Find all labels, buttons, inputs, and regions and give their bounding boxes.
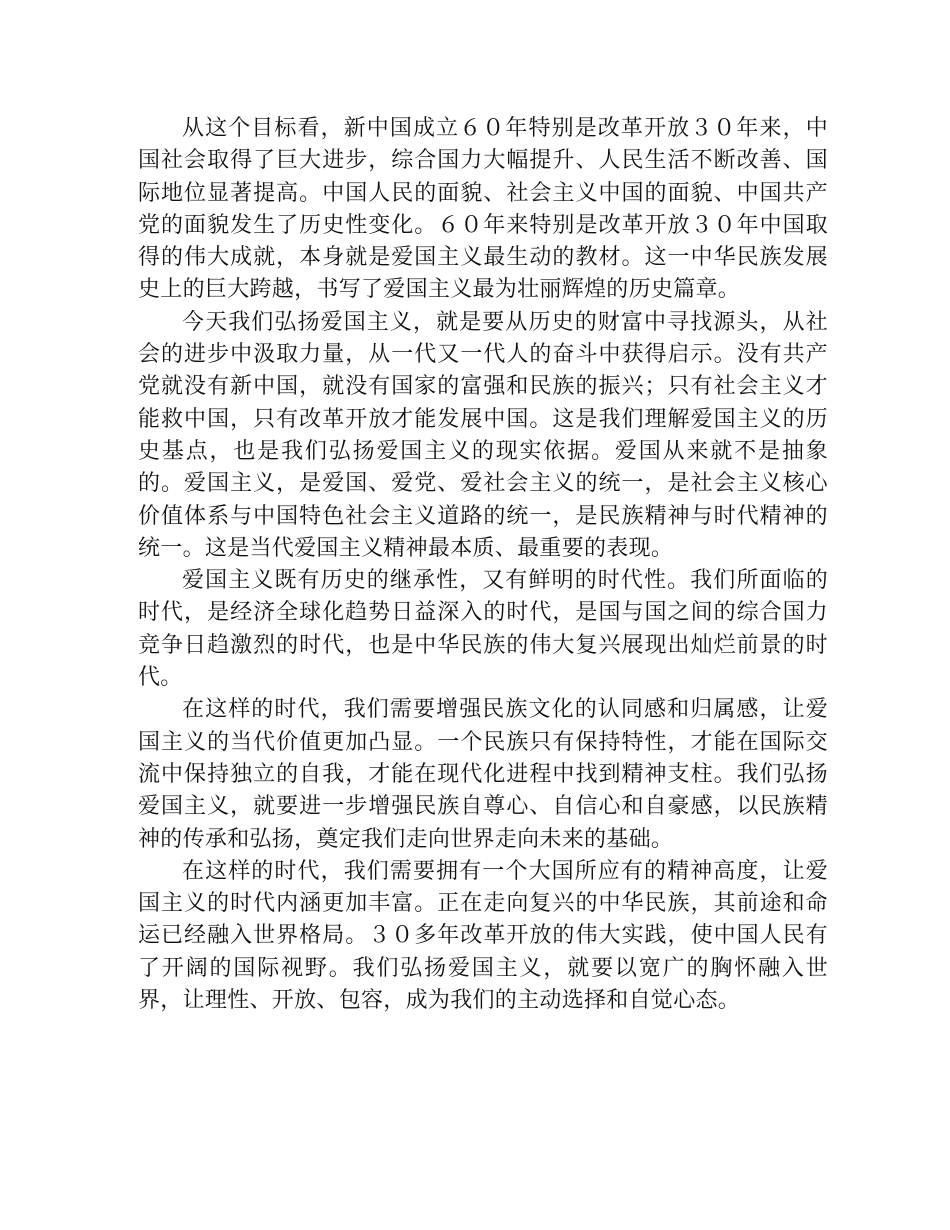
paragraph-5: 在这样的时代，我们需要拥有一个大国所应有的精神高度，让爱国主义的时代内涵更加丰富。正在走向复兴的中华民族，其前途和命运已经融入世界格局。３０多年改革开放的伟大实践，使中国人民有了开阔的国际视野。我们弘扬爱国主义，就要以宽广的胸怀融入世界，让理性、开放、包容，成为我们的主动选择和自觉心态。 [138,858,828,1014]
paragraph-4: 在这样的时代，我们需要增强民族文化的认同感和归属感，让爱国主义的当代价值更加凸显。一个民族只有保持特性，才能在国际交流中保持独立的自我，才能在现代化进程中找到精神支柱。我们弘扬爱国主义，就要进一步增强民族自尊心、自信心和自豪感，以民族精神的传承和弘扬，奠定我们走向世界走向未来的基础。 [138,697,828,852]
paragraph-1: 从这个目标看，新中国成立６０年特别是改革开放３０年来，中国社会取得了巨大进步，综合国力大幅提升、人民生活不断改善、国际地位显著提高。中国人民的面貌、社会主义中国的面貌、中国共产党的面貌发生了历史性变化。６０年来特别是改革开放３０年中国取得的伟大成就，本身就是爱国主义最生动的教材。这一中华民族发展史上的巨大跨越，书写了爱国主义最为壮丽辉煌的历史篇章。 [138,116,828,303]
paragraph-3: 爱国主义既有历史的继承性，又有鲜明的时代性。我们所面临的时代，是经济全球化趋势日益深入的时代，是国与国之间的综合国力竞争日趋激烈的时代，也是中华民族的伟大复兴展现出灿烂前景的时代。 [138,568,828,691]
paragraph-2: 今天我们弘扬爱国主义，就是要从历史的财富中寻找源头，从社会的进步中汲取力量，从一代又一代人的奋斗中获得启示。没有共产党就没有新中国，就没有国家的富强和民族的振兴；只有社会主义才能救中国，只有改革开放才能发展中国。这是我们理解爱国主义的历史基点，也是我们弘扬爱国主义的现实依据。爱国从来就不是抽象的。爱国主义，是爱国、爱党、爱社会主义的统一，是社会主义核心价值体系与中国特色社会主义道路的统一，是民族精神与时代精神的统一。这是当代爱国主义精神最本质、最重要的表现。 [138,309,828,561]
document-body [138,113,828,1017]
